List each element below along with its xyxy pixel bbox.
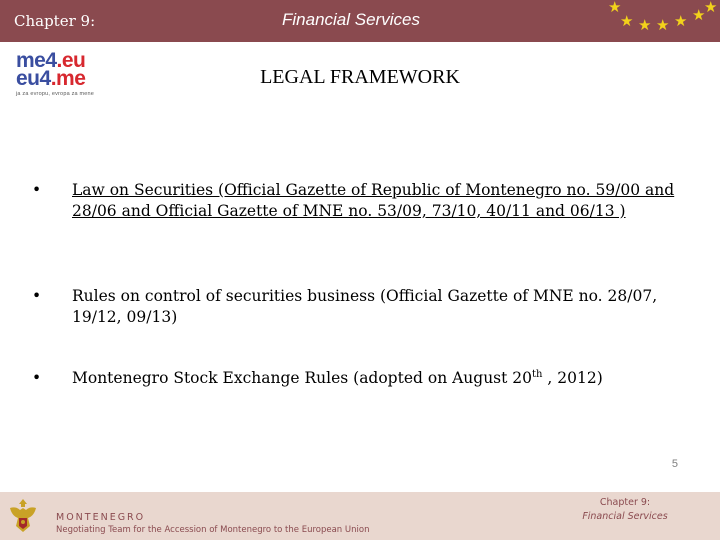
eu-stars-icon: ★ ★ ★ ★ ★ ★ ★ (608, 0, 718, 34)
bullet-superscript: th (532, 368, 543, 380)
bullet-text-part: Montenegro Stock Exchange Rules (adopted on August 20 (72, 369, 533, 387)
list-item (32, 368, 692, 390)
list-item (32, 180, 692, 246)
bullet-text: Law on Securities (Official Gazette of Republic of Montenegro no. 59/00 and 28/06 and Official Gazette of MNE no. 53/09, 73/10, 40/11 and 06/13 ) (72, 181, 675, 220)
montenegro-crest-icon (4, 496, 42, 536)
header-title: Financial Services (282, 10, 420, 29)
footer-chapter (550, 496, 700, 524)
bullet-marker: • (32, 287, 42, 305)
footer-bar (0, 492, 720, 540)
bullet-marker: • (32, 369, 42, 387)
logo-text: .eu (56, 49, 86, 72)
bullet-text (72, 368, 692, 389)
list-item (32, 286, 692, 330)
logo-tagline: ja za evropu, evropa za mene (16, 91, 95, 97)
header-bar (0, 0, 720, 42)
footer-chapter-label: Chapter 9: (599, 497, 651, 508)
logo-text: .me (50, 67, 86, 90)
logo-text: eu4 (16, 67, 51, 90)
page-title-text: LEGAL FRAMEWORK (260, 66, 460, 88)
footer-country: MONTENEGRO (56, 512, 146, 523)
bullet-text-part: , 2012) (542, 369, 603, 387)
bullet-text: Rules on control of securities business (Official Gazette of MNE no. 28/07, 19/12, 09/13) (72, 287, 658, 326)
logo-text: me4 (16, 49, 57, 72)
page-number: 5 (671, 458, 678, 470)
chapter-label: Chapter 9: (14, 12, 96, 30)
footer-chapter-title: Financial Services (582, 511, 668, 522)
page-title (0, 66, 720, 89)
footer-subtitle: Negotiating Team for the Accession of Montenegro to the European Union (56, 525, 370, 535)
bullet-marker: • (32, 181, 42, 199)
